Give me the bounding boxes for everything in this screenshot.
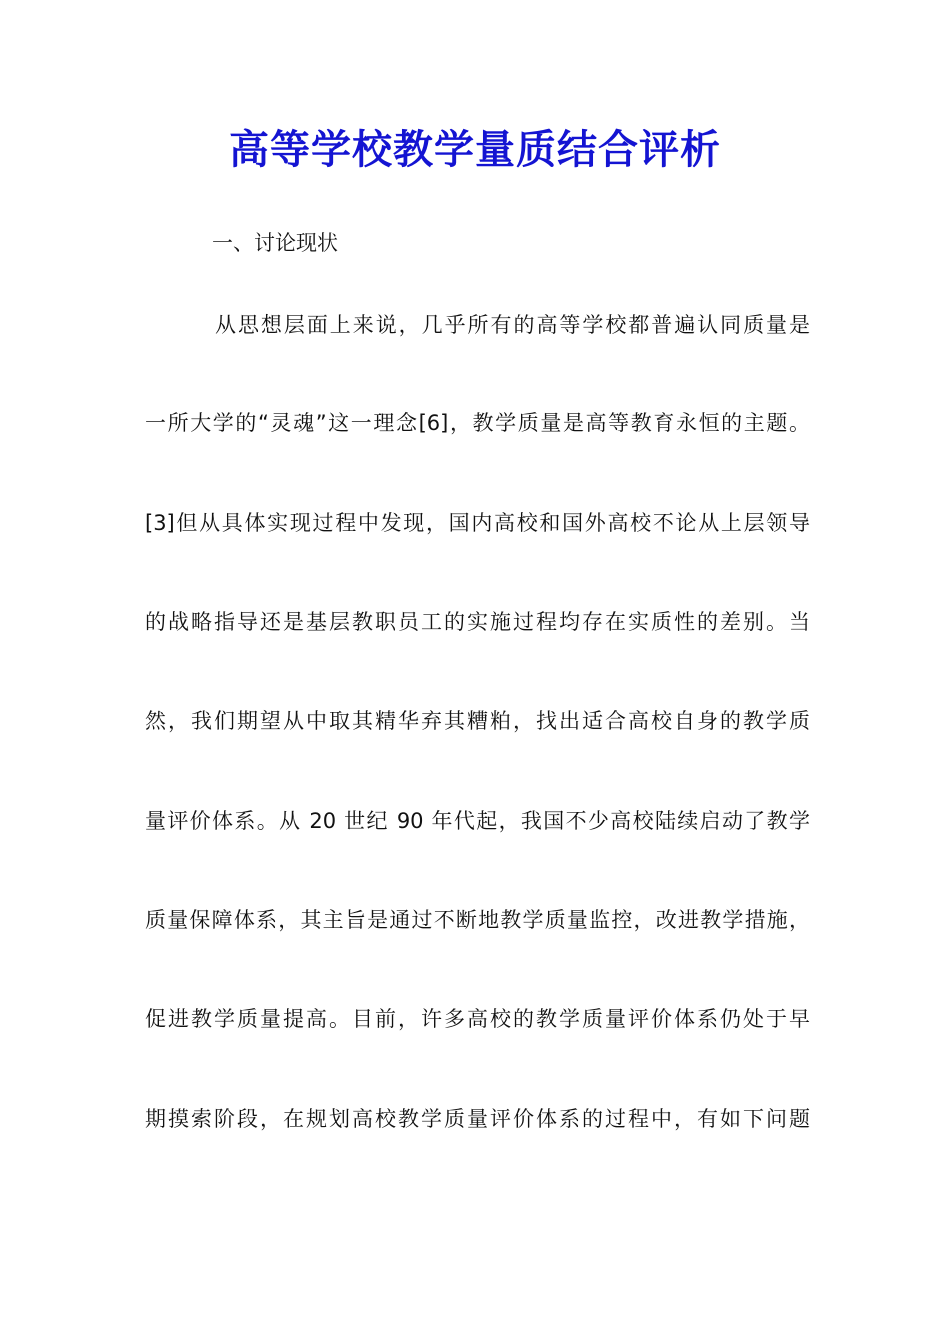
paragraph-line-2: 一所大学的“灵魂”这一理念[6]，教学质量是高等教育永恒的主题。 (145, 411, 810, 435)
paragraph-line-7: 质量保障体系，其主旨是通过不断地教学质量监控，改进教学措施， (145, 908, 810, 932)
paragraph-line-4: 的战略指导还是基层教职员工的实施过程均存在实质性的差别。当 (145, 610, 810, 634)
section-heading: 一、讨论现状 (212, 231, 338, 255)
paragraph-line-1: 从思想层面上来说，几乎所有的高等学校都普遍认同质量是 (215, 313, 810, 337)
paragraph-line-8: 促进教学质量提高。目前，许多高校的教学质量评价体系仍处于早 (145, 1007, 810, 1031)
paragraph-line-6: 量评价体系。从 20 世纪 90 年代起，我国不少高校陆续启动了教学 (145, 809, 810, 833)
paragraph-line-5: 然，我们期望从中取其精华弃其糟粕，找出适合高校自身的教学质 (145, 709, 810, 733)
document-title: 高等学校教学量质结合评析 (229, 126, 721, 173)
paragraph-line-9: 期摸索阶段，在规划高校教学质量评价体系的过程中，有如下问题 (145, 1107, 810, 1131)
paragraph-line-3: [3]但从具体实现过程中发现，国内高校和国外高校不论从上层领导 (145, 511, 810, 535)
